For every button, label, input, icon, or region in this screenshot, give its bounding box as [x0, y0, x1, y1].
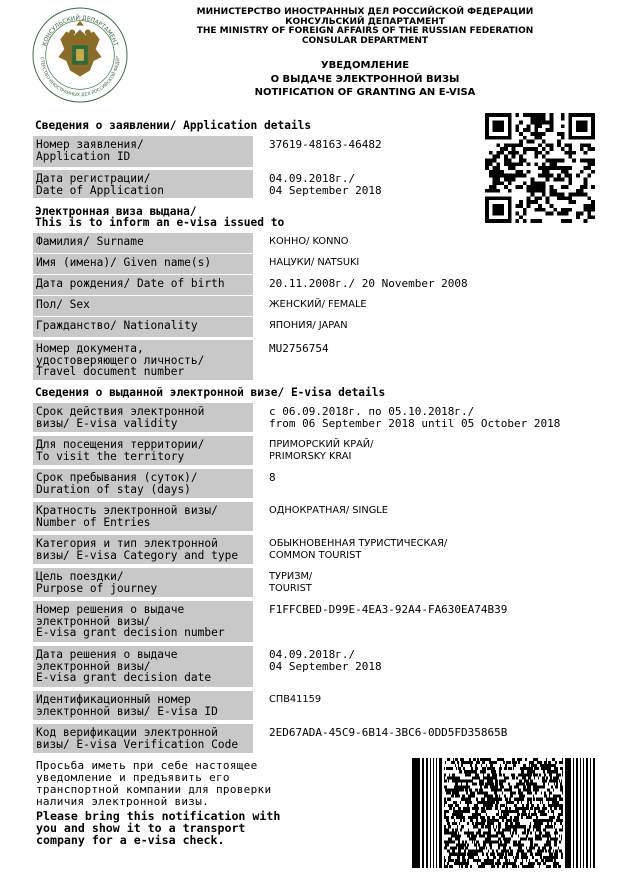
double-headed-eagle-icon: [31, 6, 129, 104]
duration-value: 8: [269, 471, 276, 484]
application-id-label: Номер заявления/ Application ID: [33, 136, 253, 167]
issued-to-heading: [35, 206, 284, 228]
qr-code-pattern: [485, 113, 595, 223]
consular-department-emblem: [31, 6, 129, 104]
entries-value: ОДНОКРАТНАЯ/ SINGLE: [269, 505, 388, 516]
validity-value: с 06.09.2018г. по 05.10.2018г./ from 06 September 2018 until 05 October 2018: [269, 405, 561, 430]
duration-label: Срок пребывания (суток)/ Duration of stay (days): [33, 469, 253, 498]
decision-date-label: Дата решения о выдаче электронной визы/ E-visa grant decision date: [33, 646, 253, 687]
nationality-label: Гражданство/ Nationality: [33, 317, 253, 337]
header-en-line2: CONSULAR DEPARTMENT: [301, 35, 429, 46]
document-title: [160, 59, 570, 100]
territory-label: Для посещения территории/ To visit the territory: [33, 436, 253, 465]
pdf417-barcode: [412, 758, 595, 868]
emblem-ring-top-text: КОНСУЛЬСКИЙ ДЕПАРТАМЕНТ: [41, 15, 119, 47]
dob-value: 20.11.2008г./ 20 November 2008: [269, 277, 468, 290]
travel-document-value: MU2756754: [269, 342, 329, 355]
evisa-id-label: Идентификационный номер электронной визы/ E-visa ID: [33, 691, 253, 720]
decision-number-value: F1FFCBED-D99E-4EA3-92A4-FA630EA74B39: [269, 603, 508, 616]
emblem-ring-bottom-text: СТЕРСТВО ИНОСТРАННЫХ ДЕЛ РОССИЙСКОЙ ФЕДЕР: [38, 56, 122, 99]
application-id-value: 37619-48163-46482: [269, 138, 382, 151]
purpose-value: ТУРИЗМ/ TOURIST: [269, 571, 313, 594]
verification-code-value: 2ED67ADA-45C9-6B14-3BC6-0DD5FD35865B: [269, 726, 508, 739]
title-ru-line2: О ВЫДАЧЕ ЭЛЕКТРОННОЙ ВИЗЫ: [270, 73, 460, 85]
evisa-details-heading: Сведения о выданной электронной визе/ E-visa details: [35, 386, 386, 399]
nationality-value: ЯПОНИЯ/ JAPAN: [269, 320, 348, 331]
qr-code: [485, 113, 595, 223]
application-date-value: 04.09.2018г./ 04 September 2018: [269, 172, 382, 197]
decision-date-value: 04.09.2018г./ 04 September 2018: [269, 648, 382, 673]
sex-value: ЖЕНСКИЙ/ FEMALE: [269, 299, 367, 310]
verification-code-label: Код верификации электронной визы/ E-visa Verification Code: [33, 724, 253, 753]
header-en-line1: THE MINISTRY OF FOREIGN AFFAIRS OF THE RUSSIAN FEDERATION: [196, 26, 534, 37]
category-value: ОБЫКНОВЕННАЯ ТУРИСТИЧЕСКАЯ/ COMMON TOURIST: [269, 538, 448, 561]
purpose-label: Цель поездки/ Purpose of journey: [33, 568, 253, 597]
surname-label: Фамилия/ Surname: [33, 233, 253, 253]
footer-instruction-ru: Просьба иметь при себе настоящее уведомление и предъявить его транспортной компании для проверки наличия электронной визы.: [36, 759, 272, 808]
given-name-label: Имя (имена)/ Given name(s): [33, 254, 253, 274]
surname-value: КОННО/ KONNO: [269, 236, 349, 247]
barcode-pattern: [412, 758, 595, 868]
decision-number-label: Номер решения о выдаче электронной визы/ E-visa grant decision number: [33, 601, 253, 642]
header-ru-line2: КОНСУЛЬСКИЙ ДЕПАРТАМЕНТ: [285, 16, 445, 27]
evisa-id-value: СПВ41159: [269, 694, 322, 705]
ministry-header: [160, 8, 570, 46]
footer-instruction-en: Please bring this notification with you and show it to a transport company for a e-visa check.: [36, 809, 281, 848]
entries-label: Кратность электронной визы/ Number of Entries: [33, 502, 253, 531]
sex-label: Пол/ Sex: [33, 296, 253, 316]
header-ru-line1: МИНИСТЕРСТВО ИНОСТРАННЫХ ДЕЛ РОССИЙСКОЙ ФЕДЕРАЦИИ: [196, 7, 534, 17]
application-details-heading: Сведения о заявлении/ Application details: [35, 119, 312, 132]
title-ru-line1: УВЕДОМЛЕНИЕ: [320, 60, 410, 71]
travel-document-label: Номер документа, удостоверяющего личность/ Travel document number: [33, 340, 253, 380]
issued-heading-ru: Электронная виза выдана/: [35, 205, 197, 218]
issued-heading-en: This is to inform an e-visa issued to: [35, 216, 285, 230]
dob-label: Дата рождения/ Date of birth: [33, 275, 253, 295]
category-label: Категория и тип электронной визы/ E-visa Category and type: [33, 535, 253, 564]
given-name-value: НАЦУКИ/ NATSUKI: [269, 257, 360, 268]
territory-value: ПРИМОРСКИЙ КРАЙ/ PRIMORSKY KRAI: [269, 439, 374, 462]
title-en: NOTIFICATION OF GRANTING AN E-VISA: [254, 87, 476, 98]
application-date-label: Дата регистрации/ Date of Application: [33, 170, 253, 198]
validity-label: Срок действия электронной визы/ E-visa validity: [33, 403, 253, 432]
